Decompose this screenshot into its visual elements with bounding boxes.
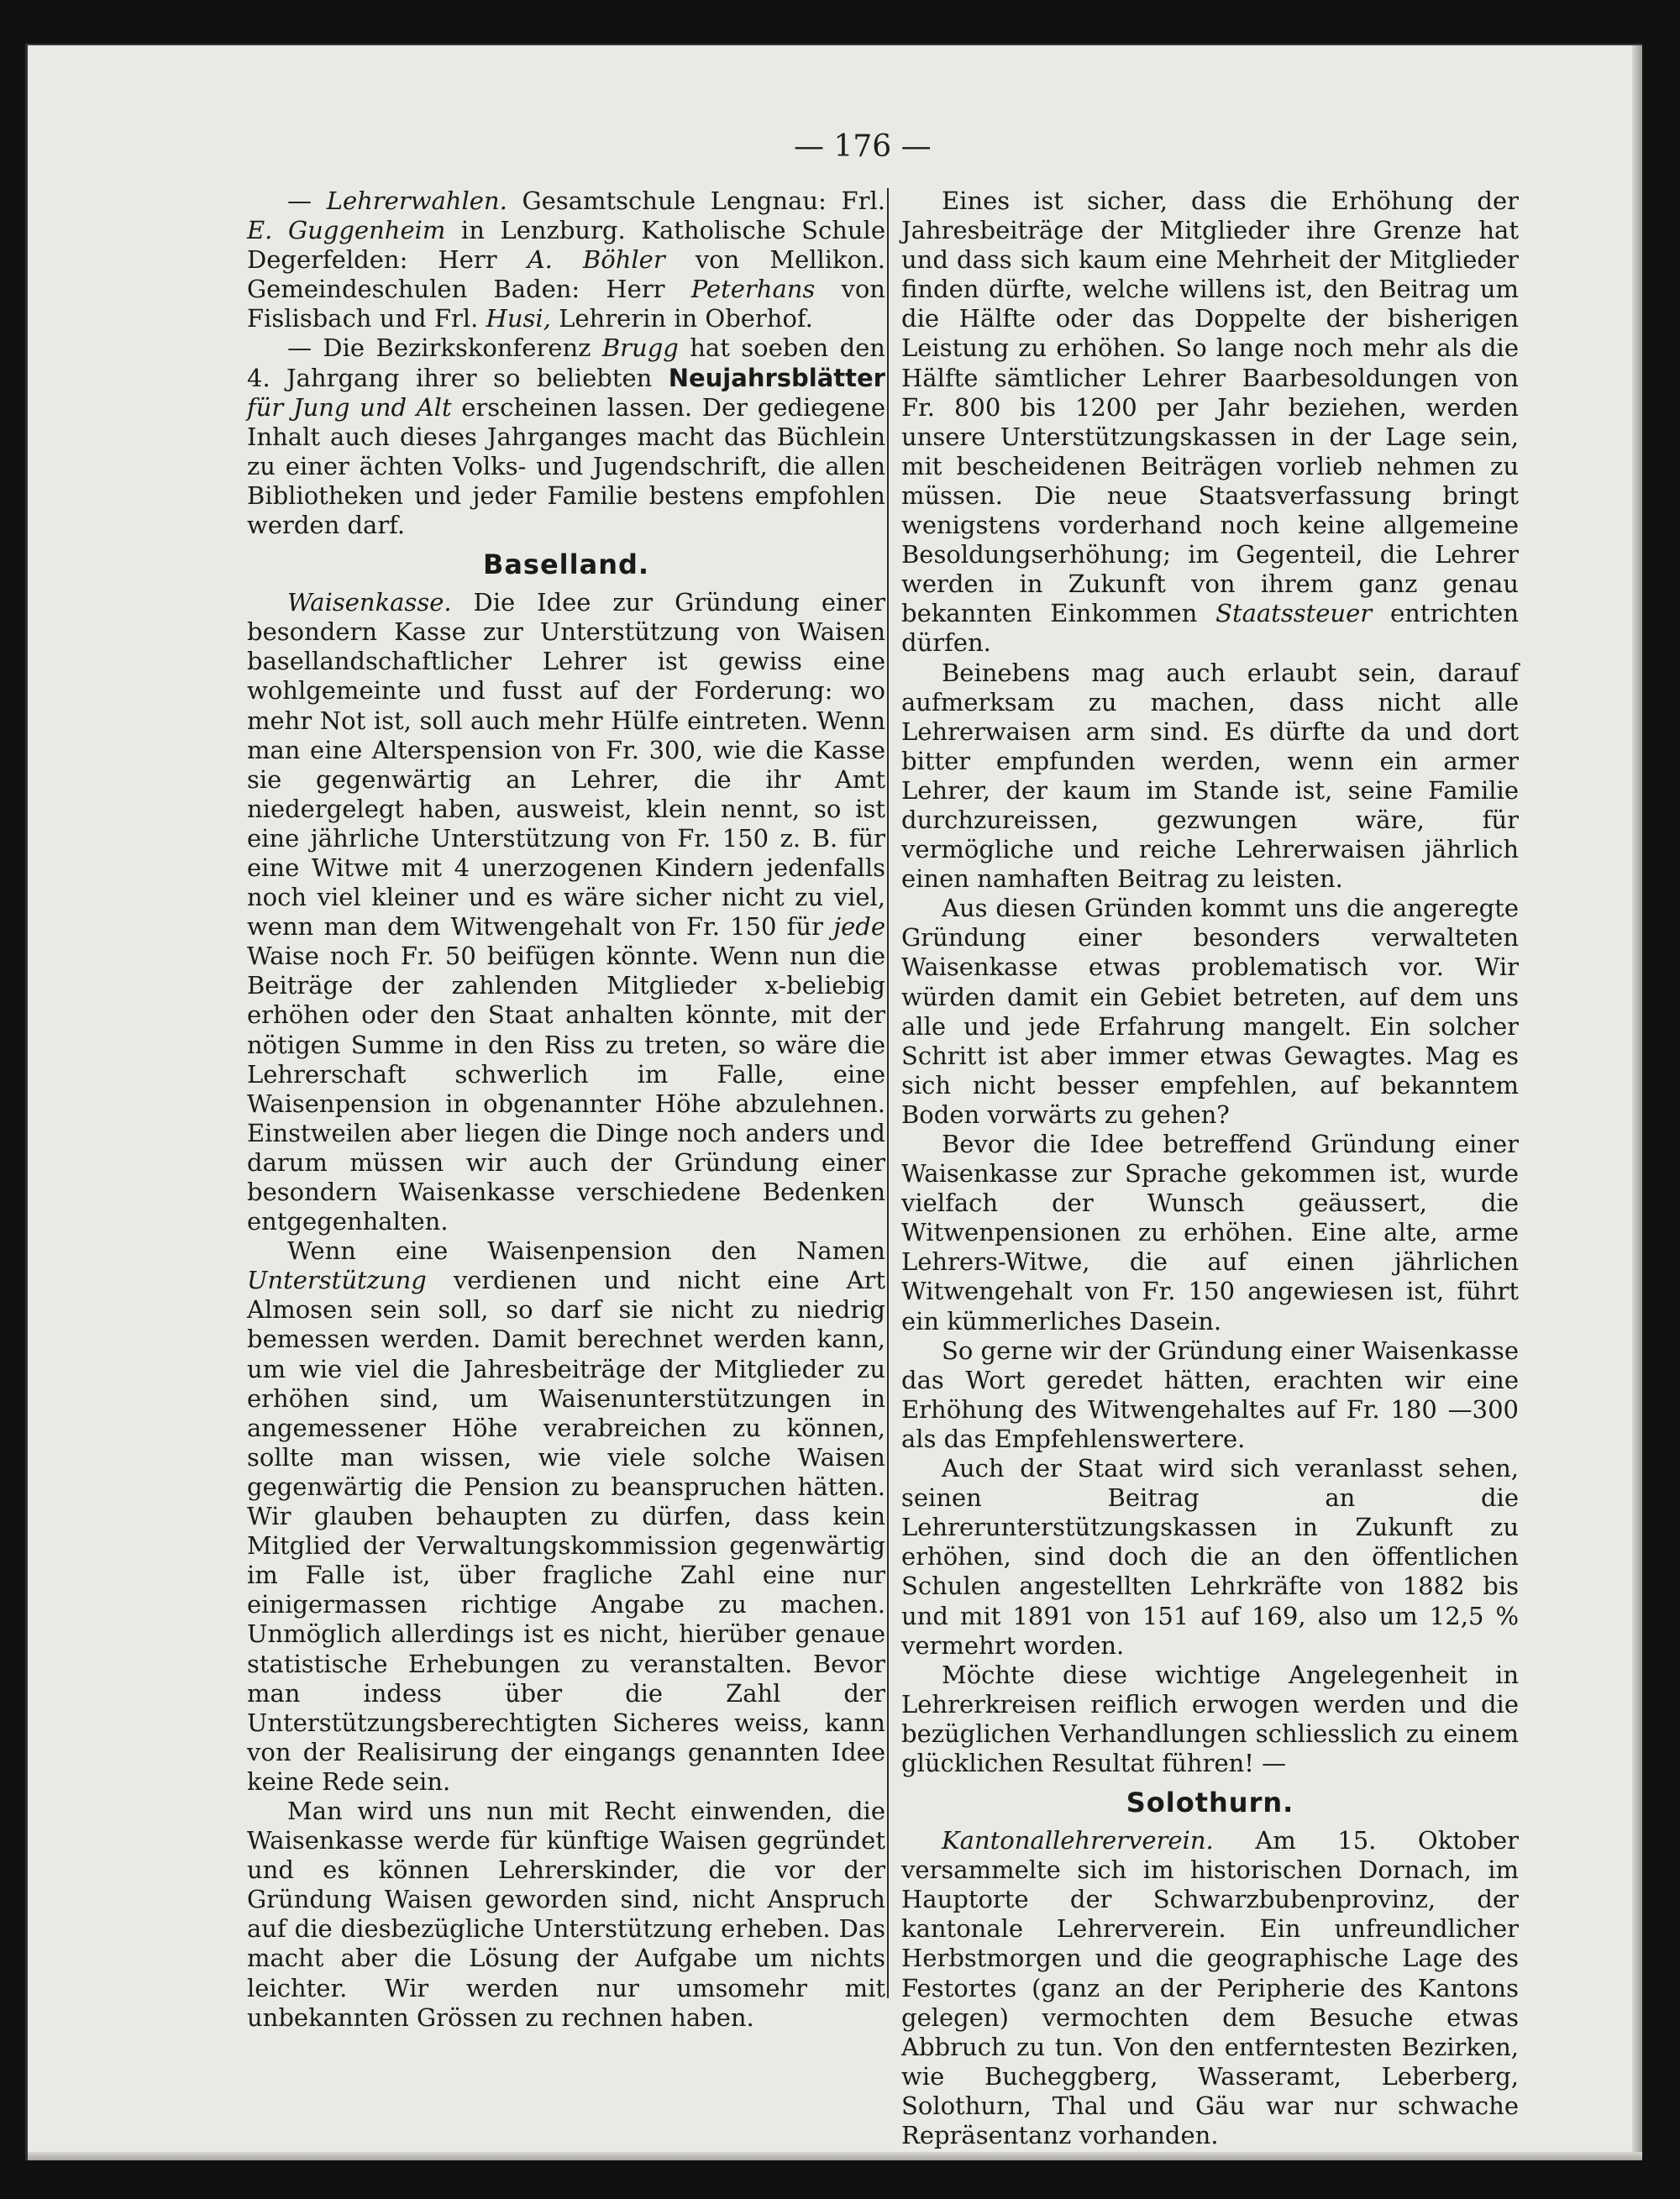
paragraph-waisenpension: Wenn eine Waisenpension den Namen Unterstützung verdienen und nicht eine Art Almosen sein soll, so darf sie nicht zu niedrig bemessen werden. Damit berechnet werden kann, um wie viel die Jahresbeiträge der Mitglieder zu erhöhen sind, um Waisenunterstützungen in angemessener Höhe verabreichen zu können, sollte man wissen, wie viele solche Waisen gegenwärtig die Pension zu beanspruchen hätten. Wir glauben behaupten zu dürfen, dass kein Mitglied der Verwaltungskommission gegenwärtig im Falle ist, über fragliche Zahl eine nur einigermassen richtige Angabe zu machen. Unmöglich allerdings ist es nicht, hierüber genaue statistische Erhebungen zu veranstalten. Bevor man indess über die Zahl der Unterstützungsberechtigten Sicheres weiss, kann von der Realisirung der eingangs genannten Idee keine Rede sein. xyxy=(247,1236,885,1796)
paragraph-staat: Auch der Staat wird sich veranlasst sehen, seinen Beitrag an die Lehrerunterstützungskassen in Zukunft zu erhöhen, sind doch die an den öffentlichen Schulen angestellten Lehrkräfte von 1882 bis und mit 1891 von 151 auf 169, also um 12,5 % vermehrt worden. xyxy=(901,1454,1519,1660)
paragraph-lehrerwahlen: — Lehrerwahlen. Gesamtschule Lengnau: Frl. E. Guggenheim in Lenzburg. Katholische Schule Degerfelden: Herr A. Böhler von Mellikon. Gemeindeschulen Baden: Herr Peterhans von Fislisbach und Frl. Husi, Lehrerin in Oberhof. xyxy=(247,186,886,333)
paragraph-witwengehalt: So gerne wir der Gründung einer Waisenkasse das Wort geredet hätten, erachten wir eine Erhöhung des Witwengehaltes auf Fr. 180 —300 als das Empfehlenswertere. xyxy=(901,1336,1519,1453)
left-column xyxy=(247,186,885,2033)
section-heading-solothurn: Solothurn. xyxy=(1126,1787,1294,1819)
paragraph-kantonallehrerverein: Kantonallehrerverein. Am 15. Oktober versammelte sich im historischen Dornach, im Hauptorte der Schwarzbubenprovinz, der kantonale Lehrerverein. Ein unfreundlicher Herbstmorgen und die geographische Lage des Festortes (ganz an der Peripherie des Kantons gelegen) vermochten dem Besuche etwas Abbruch zu tun. Von den entferntesten Bezirken, wie Bucheggberg, Wasseramt, Leberberg, Solothurn, Thal und Gäu war nur schwache Repräsentanz vorhanden. xyxy=(901,1826,1519,2149)
paragraph-witwenpension: Bevor die Idee betreffend Gründung einer Waisenkasse zur Sprache gekommen ist, wurde vielfach der Wunsch geäussert, die Witwenpensionen zu erhöhen. Eine alte, arme Lehrers-Witwe, die auf einen jährlichen Witwengehalt von Fr. 150 angewiesen ist, führt ein kümmerliches Dasein. xyxy=(901,1130,1519,1336)
paragraph-bezirkskonferenz: — Die Bezirkskonferenz Brugg hat soeben den 4. Jahrgang ihrer so beliebten Neujahrsblätter für Jung und Alt erscheinen lassen. Der gediegene Inhalt auch dieses Jahrganges macht das Büchlein zu einer ächten Volks- und Jugendschrift, die allen Bibliotheken und jeder Familie bestens empfohlen werden darf. xyxy=(247,333,886,540)
column-divider xyxy=(887,188,889,1998)
paragraph-waisenkasse: Waisenkasse. Die Idee zur Gründung einer besondern Kasse zur Unterstützung von Waisen basellandschaftlicher Lehrer ist gewiss eine wohlgemeinte und fusst auf der Forderung: wo mehr Not ist, soll auch mehr Hülfe eintreten. Wenn man eine Alterspension von Fr. 300, wie die Kasse sie gegenwärtig an Lehrer, die ihr Amt niedergelegt haben, ausweist, klein nennt, so ist eine jährliche Unterstützung von Fr. 150 z. B. für eine Witwe mit 4 unerzogenen Kindern jedenfalls noch viel kleiner und es wäre sicher nicht zu viel, wenn man dem Witwengehalt von Fr. 150 für jede Waise noch Fr. 50 beifügen könnte. Wenn nun die Beiträge der zahlenden Mitglieder x-beliebig erhöhen oder den Staat anhalten könnte, mit der nötigen Summe in den Riss zu treten, so wäre die Lehrerschaft schwerlich im Falle, eine Waisenpension in obgenannter Höhe abzulehnen. Einstweilen aber liegen die Dinge noch anders und darum müssen wir auch der Gründung einer besondern Waisenkasse verschiedene Bedenken entgegenhalten. xyxy=(247,588,885,1236)
paragraph-erhoehung: Eines ist sicher, dass die Erhöhung der Jahresbeiträge der Mitglieder ihre Grenze hat und dass sich kaum eine Mehrheit der Mitglieder finden dürfte, welche willens ist, den Beitrag um die Hälfte oder das Doppelte der bisherigen Leistung zu erhöhen. So lange noch mehr als die Hälfte sämtlicher Lehrer Baarbesoldungen von Fr. 800 bis 1200 per Jahr beziehen, werden unsere Unterstützungskassen in der Lage sein, mit bescheidenen Beiträgen vorlieb nehmen zu müssen. Die neue Staatsverfassung bringt wenigstens vorderhand noch keine allgemeine Besoldungserhöhung; im Gegenteil, die Lehrer werden in Zukunft von ihrem ganz genau bekannten Einkommen Staatssteuer entrichten dürfen. xyxy=(901,186,1519,658)
scanned-page xyxy=(25,44,1642,2160)
page-number: — 176 — xyxy=(794,129,932,164)
page-header xyxy=(28,129,1642,171)
right-column xyxy=(901,186,1519,2150)
page-edge-shadow xyxy=(1632,45,1642,2160)
section-heading-baselland: Baselland. xyxy=(482,548,650,581)
paragraph-angelegenheit: Möchte diese wichtige Angelegenheit in Lehrerkreisen reiflich erwogen werden und die bezüglichen Verhandlungen schliesslich zu einem glücklichen Resultat führen! — xyxy=(901,1660,1519,1777)
paragraph-lehrerwaisen: Beinebens mag auch erlaubt sein, darauf aufmerksam zu machen, dass nicht alle Lehrerwaisen arm sind. Es dürfte da und dort bitter empfunden werden, wenn ein armer Lehrer, der kaum im Stande ist, seine Familie durchzureissen, gezwungen wäre, für vermögliche und reiche Lehrerwaisen jährlich einen namhaften Beitrag zu leisten. xyxy=(901,658,1519,894)
page-bottom-edge xyxy=(28,2152,1642,2160)
paragraph-einwenden: Man wird uns nun mit Recht einwenden, die Waisenkasse werde für künftige Waisen gegründet und es können Lehrerskinder, die vor der Gründung Waisen geworden sind, nicht Anspruch auf die diesbezügliche Unterstützung erheben. Das macht aber die Lösung der Aufgabe um nichts leichter. Wir werden nur umsomehr mit unbekannten Grössen zu rechnen haben. xyxy=(247,1796,885,2032)
paragraph-gruende: Aus diesen Gründen kommt uns die angeregte Gründung einer besonders verwalteten Waisenkasse etwas problematisch vor. Wir würden damit ein Gebiet betreten, auf dem uns alle und jede Erfahrung mangelt. Ein solcher Schritt ist aber immer etwas Gewagtes. Mag es sich nicht besser empfehlen, auf bekanntem Boden vorwärts zu gehen? xyxy=(901,894,1519,1129)
